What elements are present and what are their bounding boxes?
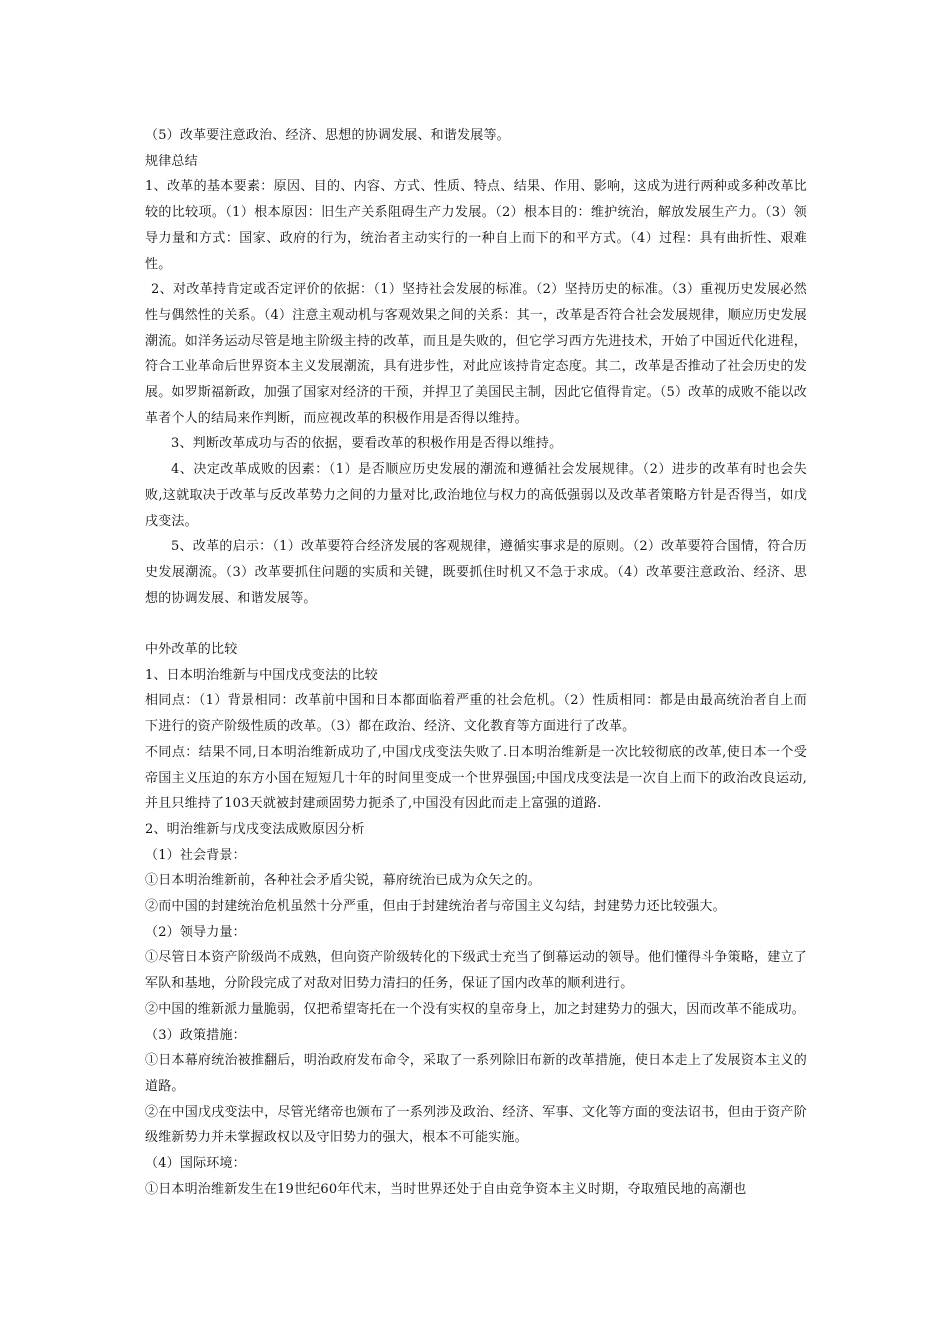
- paragraph-differences: 不同点：结果不同,日本明治维新成功了,中国戊戌变法失败了.日本明治维新是一次比较彻底的改革,使日本一个受帝国主义压迫的东方小国在短短几十年的时间里变成一个世界强国;中国戊戌变法是一次自上而下的政治改良运动,并且只维持了103天就被封建顽固势力扼杀了,中国没有因此而走上富强的道路.: [145, 744, 807, 812]
- paragraph-japan-background: ①日本明治维新前，各种社会矛盾尖锐，幕府统治已成为众矢之的。: [145, 873, 542, 889]
- document-page: [145, 123, 807, 1203]
- heading-cause-analysis: 2、明治维新与戊戌变法成败原因分析: [145, 821, 365, 837]
- subheading-leadership: （2）领导力量：: [145, 924, 246, 940]
- paragraph-reform-coordination: （5）改革要注意政治、经济、思想的协调发展、和谐发展等。: [145, 128, 510, 143]
- paragraph-japan-international: ①日本明治维新发生在19世纪60年代末，当时世界还处于自由竞争资本主义时期，夺取殖民地的高潮也: [145, 1181, 747, 1197]
- blank-line: [145, 611, 807, 637]
- paragraph-basic-elements: 1、改革的基本要素：原因、目的、内容、方式、性质、特点、结果、作用、影响，这成为进行两种或多种改革比较的比较项。（1）根本原因：旧生产关系阻碍生产力发展。（2）根本目的：维护统治，解放发展生产力。（3）领导力量和方式：国家、政府的行为，统治者主动实行的一种自上而下的和平方式。（4）过程：具有曲折性、艰难性。: [145, 179, 807, 272]
- heading-comparison: 中外改革的比较: [145, 642, 238, 658]
- paragraph-japan-leadership: ①尽管日本资产阶级尚不成熟，但向资产阶级转化的下级武士充当了倒幕运动的领导。他们懂得斗争策略，建立了军队和基地，分阶段完成了对敌对旧势力清扫的任务，保证了国内改革的顺利进行。: [145, 950, 807, 992]
- paragraph-china-policy: ②在中国戊戌变法中，尽管光绪帝也颁布了一系列涉及政治、经济、军事、文化等方面的变法诏书，但由于资产阶级维新势力并未掌握政权以及守旧势力的强大，根本不可能实施。: [145, 1104, 807, 1146]
- paragraph-similarities: 相同点：（1）背景相同：改革前中国和日本都面临着严重的社会危机。（2）性质相同：都是由最高统治者自上而下进行的资产阶级性质的改革。（3）都在政治、经济、文化教育等方面进行了改革。: [145, 693, 807, 735]
- paragraph-china-background: ②而中国的封建统治危机虽然十分严重，但由于封建统治者与帝国主义勾结，封建势力还比较强大。: [145, 899, 726, 915]
- paragraph-china-leadership: ②中国的维新派力量脆弱，仅把希望寄托在一个没有实权的皇帝身上，加之封建势力的强大，因而改革不能成功。: [145, 1001, 806, 1017]
- paragraph-success-criterion: 3、判断改革成功与否的依据，要看改革的积极作用是否得以维持。: [171, 436, 563, 452]
- paragraph-success-factors: 4、决定改革成败的因素：（1）是否顺应历史发展的潮流和遵循社会发展规律。（2）进步的改革有时也会失败,这就取决于改革与反改革势力之间的力量对比,政治地位与权力的高低强弱以及改革者策略方针是否得当，如戊戌变法。: [145, 462, 807, 529]
- subheading-social-background: （1）社会背景：: [145, 847, 246, 863]
- paragraph-japan-policy: ①日本幕府统治被推翻后，明治政府发布命令，采取了一系列除旧布新的改革措施，使日本走上了发展资本主义的道路。: [145, 1053, 807, 1094]
- paragraph-reform-lessons: 5、改革的启示：（1）改革要符合经济发展的客观规律，遵循实事求是的原则。（2）改革要符合国情，符合历史发展潮流。（3）改革要抓住问题的实质和关键，既要抓住时机又不急于求成。（4）改革要注意政治、经济、思想的协调发展、和谐发展等。: [145, 539, 807, 606]
- heading-meiji-vs-wuxu: 1、日本明治维新与中国戊戌变法的比较: [145, 667, 378, 683]
- subheading-policy-measures: （3）政策措施：: [145, 1027, 246, 1043]
- heading-rule-summary: 规律总结: [145, 153, 198, 169]
- paragraph-evaluation-basis: 2、对改革持肯定或否定评价的依据：（1）坚持社会发展的标准。（2）坚持历史的标准。（3）重视历史发展必然性与偶然性的关系。（4）注意主观动机与客观效果之间的关系：其一，改革是否符合社会发展规律，顺应历史发展潮流。如洋务运动尽管是地主阶级主持的改革，而且是失败的，但它学习西方先进技术，开始了中国近代化进程，符合工业革命后世界资本主义发展潮流，具有进步性，对此应该持肯定态度。其二，改革是否推动了社会历史的发展。如罗斯福新政，加强了国家对经济的干预，并捍卫了美国民主制，因此它值得肯定。（5）改革的成败不能以改革者个人的结局来作判断，而应视改革的积极作用是否得以维持。: [145, 282, 807, 426]
- subheading-international-environment: （4）国际环境：: [145, 1156, 246, 1172]
